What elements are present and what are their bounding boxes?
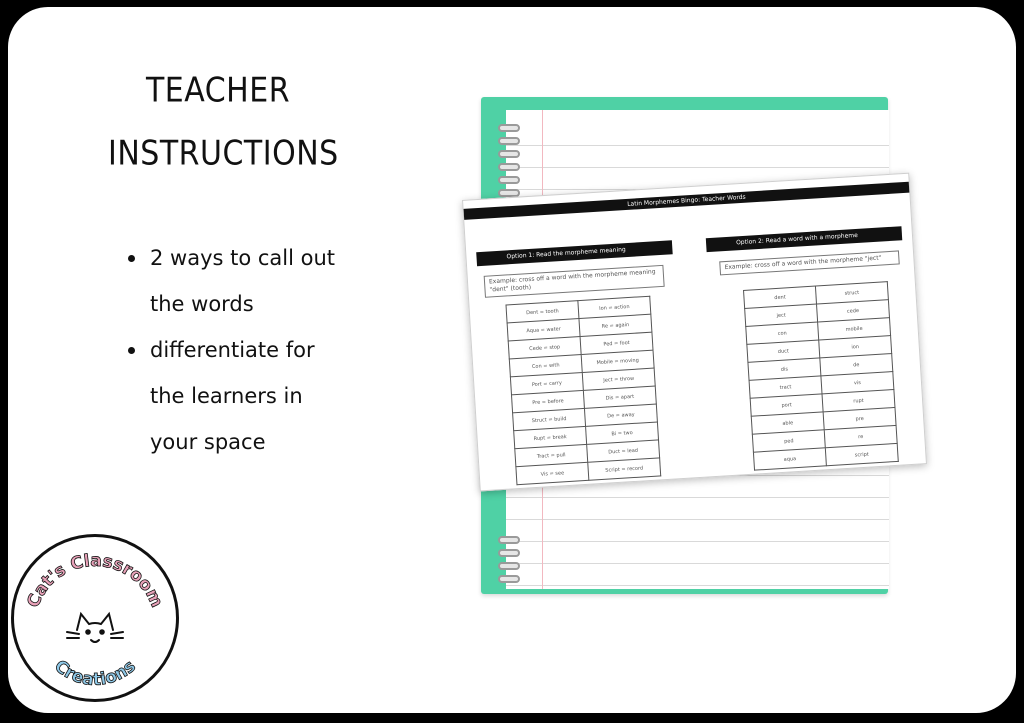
- table-cell: Port = carry: [510, 372, 583, 394]
- option-2-label: Option 2: Read a word with a morpheme: [706, 226, 902, 252]
- page-title: [108, 60, 339, 185]
- table-cell: Rupt = break: [514, 426, 587, 448]
- table-cell: re: [824, 425, 897, 447]
- table-cell: Aqua = water: [507, 319, 580, 341]
- table-cell: Struct = build: [513, 408, 586, 430]
- table-cell: Vis = see: [516, 462, 589, 484]
- worksheet-preview: [462, 173, 927, 492]
- table-cell: Cede = stop: [508, 337, 581, 359]
- spiral-ring: [498, 124, 520, 132]
- bullet-text: the learners in: [150, 384, 303, 408]
- table-cell: Ject = throw: [582, 368, 655, 390]
- table-cell: Duct = lead: [587, 440, 660, 462]
- table-cell: able: [751, 412, 824, 434]
- title-line-2: INSTRUCTIONS: [108, 134, 339, 174]
- cat-face-icon: [67, 614, 123, 642]
- svg-text:Cat's Classroom: [23, 551, 166, 611]
- table-cell: vis: [821, 372, 894, 394]
- option-2-example: Example: cross off a word with the morpheme "ject": [719, 250, 900, 275]
- table-cell: dent: [744, 286, 817, 308]
- table-cell: Con = with: [509, 355, 582, 377]
- title-line-1: TEACHER: [145, 71, 291, 111]
- spiral-ring: [498, 575, 520, 583]
- table-cell: Script = record: [588, 458, 661, 480]
- table-cell: port: [750, 394, 823, 416]
- spiral-ring: [498, 549, 520, 557]
- table-cell: ped: [752, 430, 825, 452]
- bullet-text: your space: [150, 430, 266, 454]
- instructions-list: [128, 235, 388, 465]
- table-cell: Tract = pull: [515, 444, 588, 466]
- table-cell: tract: [749, 376, 822, 398]
- table-cell: Dis = apart: [583, 386, 656, 408]
- table-cell: rupt: [822, 389, 895, 411]
- list-item: [128, 327, 388, 465]
- table-cell: Bi = two: [586, 422, 659, 444]
- spiral-ring: [498, 150, 520, 158]
- table-cell: con: [746, 322, 819, 344]
- list-item: [128, 235, 388, 327]
- table-cell: De = away: [584, 404, 657, 426]
- spiral-ring: [498, 536, 520, 544]
- table-cell: de: [820, 354, 893, 376]
- logo-graphic: [11, 534, 179, 702]
- table-cell: Re = again: [579, 314, 652, 336]
- worksheet-title: Latin Morphemes Bingo: Teacher Words: [464, 182, 910, 220]
- bullet-text: differentiate for: [150, 338, 315, 362]
- table-cell: Dent = tooth: [506, 301, 579, 323]
- spiral-ring: [498, 137, 520, 145]
- logo-text-bottom: Creations: [50, 656, 140, 691]
- spiral-ring: [498, 176, 520, 184]
- brand-logo: [11, 534, 179, 702]
- table-cell: pre: [823, 407, 896, 429]
- spiral-ring: [498, 163, 520, 171]
- table-cell: struct: [815, 282, 888, 304]
- bullet-text: the words: [150, 292, 254, 316]
- spiral-ring: [498, 562, 520, 570]
- bullet-text: 2 ways to call out: [150, 246, 336, 270]
- table-cell: mobile: [818, 318, 891, 340]
- table-cell: Ion = action: [578, 296, 651, 318]
- table-cell: script: [825, 443, 898, 465]
- option-1-table: [505, 296, 661, 486]
- option-1-example: Example: cross off a word with the morpheme meaning "dent" (tooth): [484, 265, 665, 298]
- table-cell: cede: [817, 300, 890, 322]
- table-cell: Pre = before: [511, 390, 584, 412]
- option-1-label: Option 1: Read the morpheme meaning: [476, 240, 672, 266]
- table-cell: ject: [745, 304, 818, 326]
- table-cell: dis: [748, 358, 821, 380]
- table-cell: Mobile = moving: [581, 350, 654, 372]
- table-cell: aqua: [753, 448, 826, 470]
- table-cell: Ped = foot: [580, 332, 653, 354]
- option-2-table: [743, 281, 899, 471]
- svg-text:Creations: [50, 656, 139, 690]
- table-cell: duct: [747, 340, 820, 362]
- table-cell: ion: [819, 336, 892, 358]
- logo-text-top: Cat's Classroom: [23, 550, 167, 611]
